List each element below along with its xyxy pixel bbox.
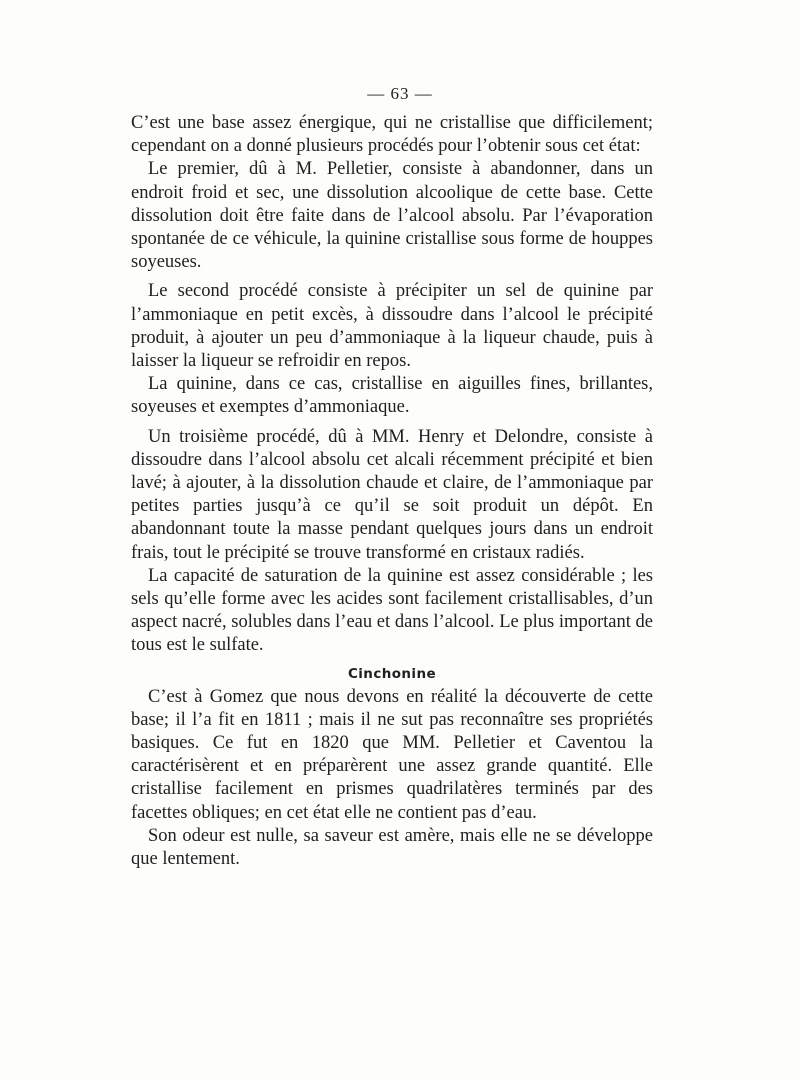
body-text	[131, 112, 653, 871]
section-heading: Cinchonine	[347, 665, 437, 682]
paragraph: Un troisième procédé, dû à MM. Henry et Delondre, consiste à dissoudre dans l’alcool absolu cet alcali récemment précipité et bien lavé; à ajouter, à la dissolution chaude et claire, de l’ammoniaque par petites parties jusqu’à ce qu’il se soit produit un dépôt. En abandonnant toute la masse pendant quelques jours dans un endroit frais, tout le précipité se trouve transformé en cristaux radiés.	[131, 426, 653, 563]
page-number: — 63 —	[367, 84, 433, 103]
paragraph: La quinine, dans ce cas, cristallise en aiguilles fines, brillantes, soyeuses et exemptes d’ammoniaque.	[131, 374, 653, 418]
paragraph: Son odeur est nulle, sa saveur est amère, mais elle ne se développe que lentement.	[131, 825, 653, 870]
paragraph: Le second procédé consiste à précipiter un sel de quinine par l’ammoniaque en petit excès, à dissoudre dans l’alcool le précipité produit, à ajouter un peu d’ammoniaque à la liqueur chaude, puis à laisser la liqueur se refroidir en repos.	[131, 281, 653, 372]
paragraph: C’est une base assez énergique, qui ne cristallise que difficilement; cependant on a donné plusieurs procédés pour l’obtenir sous cet état:	[131, 113, 653, 157]
paragraph: Le premier, dû à M. Pelletier, consiste à abandonner, dans un endroit froid et sec, une dissolution alcoolique de cette base. Cette dissolution doit être faite dans de l’alcool absolu. Par l’évaporation spontanée de ce véhicule, la quinine cristallise sous forme de houppes soyeuses.	[131, 159, 653, 273]
paragraph: C’est à Gomez que nous devons en réalité la découverte de cette base; il l’a fit en 1811 ; mais il ne sut pas reconnaître ses propriétés basiques. Ce fut en 1820 que MM. Pelletier et Caventou la caractérisèrent et en préparèrent une assez grande quantité. Elle cristallise facilement en prismes quadrilatères terminés par des facettes obliques; en cet état elle ne contient pas d’eau.	[131, 686, 653, 823]
paragraph: La capacité de saturation de la quinine est assez considérable ; les sels qu’elle forme avec les acides sont facilement cristallisables, d’un aspect nacré, solubles dans l’eau et dans l’alcool. Le plus important de tous est le sulfate.	[131, 565, 653, 656]
